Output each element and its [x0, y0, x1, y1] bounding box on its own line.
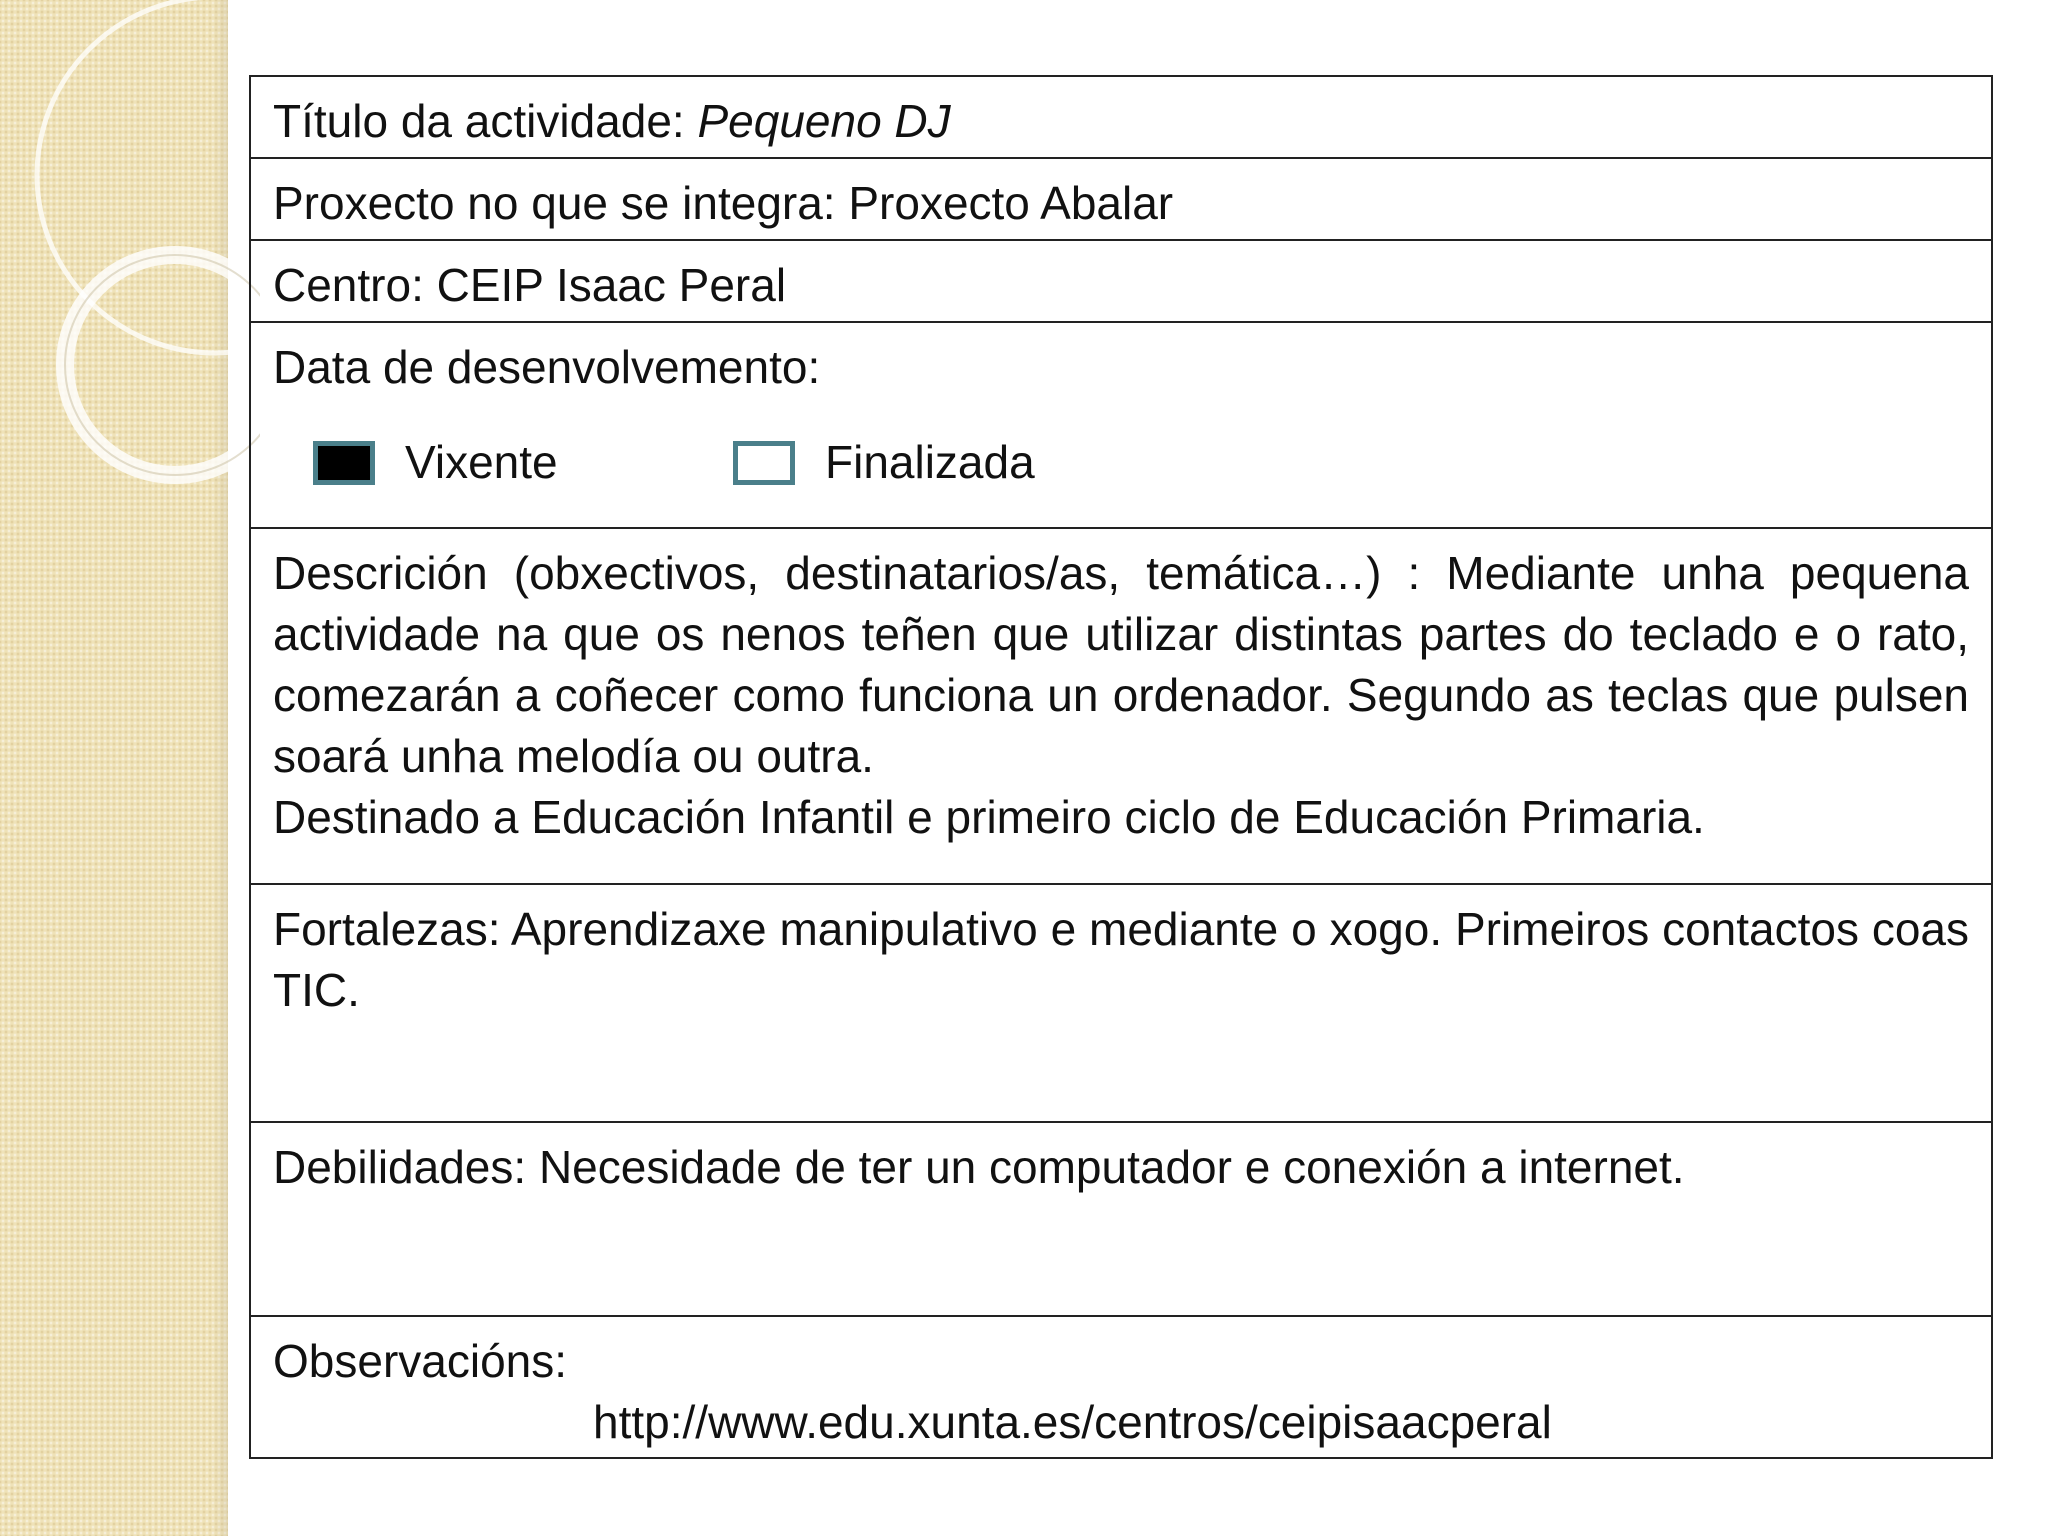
finalizada-checkbox[interactable]: [733, 441, 795, 485]
vixente-checkbox[interactable]: [313, 441, 375, 485]
observations-link[interactable]: http://www.edu.xunta.es/centros/ceipisaacperal: [593, 1396, 1552, 1448]
title-row: [251, 77, 1991, 159]
date-label: Data de desenvolvemento:: [273, 341, 821, 393]
observations-label: Observacións:: [273, 1335, 568, 1387]
strengths-text: Fortalezas: Aprendizaxe manipulativo e mediante o xogo. Primeiros contactos coas TIC.: [273, 903, 1969, 1016]
centre-row: [251, 241, 1991, 323]
vixente-label: Vixente: [405, 436, 558, 488]
strengths-row: [251, 885, 1991, 1123]
description-target: Destinado a Educación Infantil e primeiro ciclo de Educación Primaria.: [273, 791, 1705, 843]
decorative-circles: [0, 0, 260, 520]
date-row: [251, 323, 1991, 529]
weaknesses-text: Debilidades: Necesidade de ter un computador e conexión a internet.: [273, 1141, 1685, 1193]
status-option-finalizada[interactable]: [733, 432, 1035, 493]
status-options: [313, 432, 1969, 493]
description-row: [251, 529, 1991, 885]
finalizada-label: Finalizada: [825, 436, 1035, 488]
status-option-vixente[interactable]: [313, 432, 733, 493]
project-text: Proxecto no que se integra: Proxecto Abalar: [273, 177, 1174, 229]
title-label: Título da actividade:: [273, 95, 698, 147]
project-row: [251, 159, 1991, 241]
centre-text: Centro: CEIP Isaac Peral: [273, 259, 787, 311]
title-value: Pequeno DJ: [697, 95, 951, 147]
observations-row: [251, 1317, 1991, 1457]
weaknesses-row: [251, 1123, 1991, 1317]
description-text: Descrición (obxectivos, destinatarios/as, temática…) : Mediante unha pequena actividade na que os nenos teñen que utilizar distintas partes do teclado e o rato, comezarán a coñecer como funciona un ordenador. Segundo as teclas que pulsen soará unha melodía ou outra.: [273, 547, 1969, 782]
activity-form-table: [249, 75, 1993, 1459]
